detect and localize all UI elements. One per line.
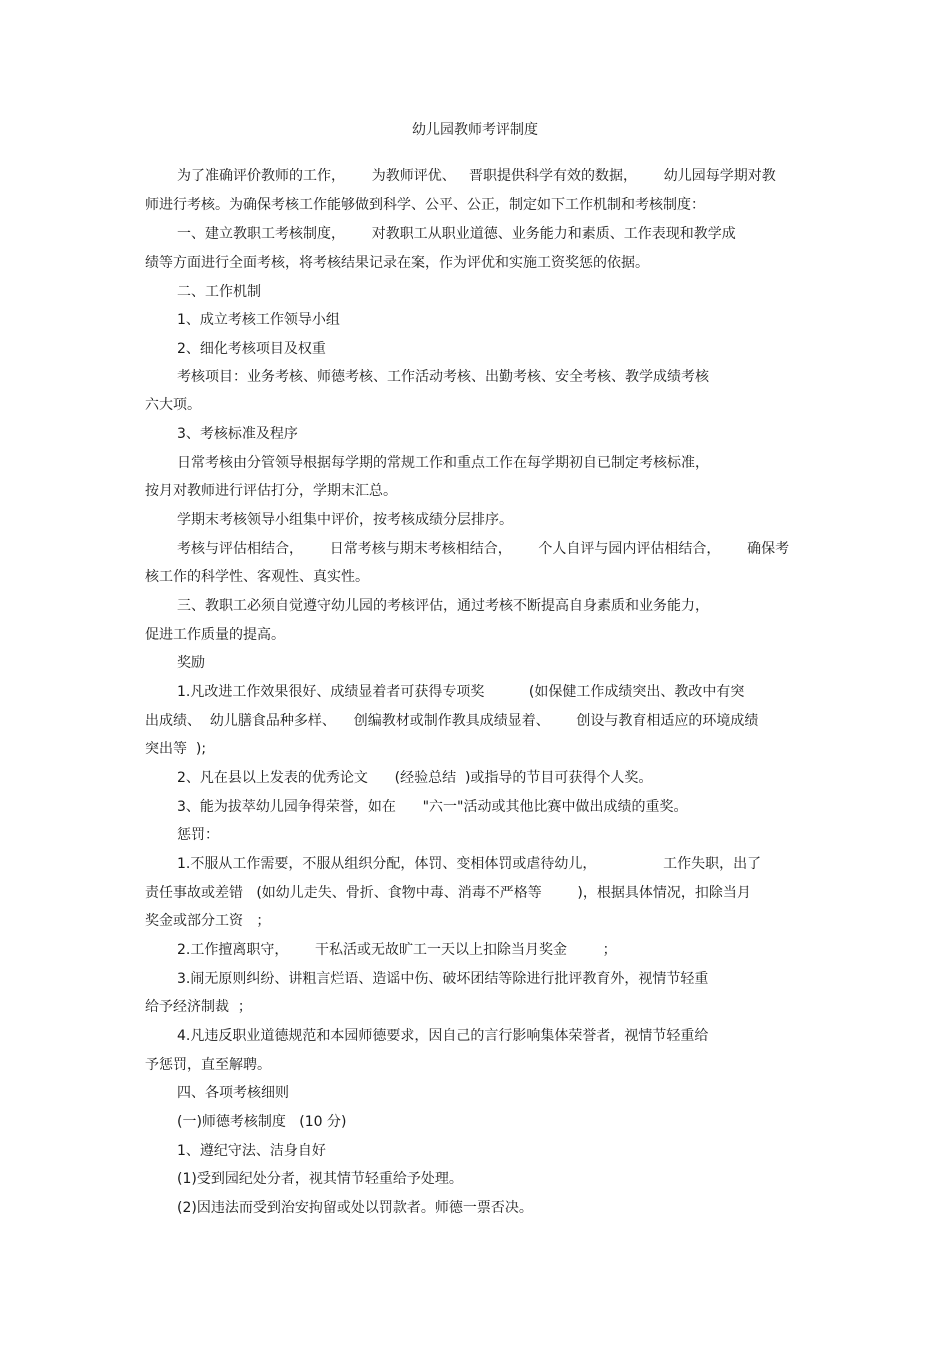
section-heading: 二、工作机制 xyxy=(177,284,261,300)
paragraph-line: (一)师德考核制度 (10 分) xyxy=(177,1114,347,1130)
paragraph-line: 4.凡违反职业道德规范和本园师德要求，因自己的言行影响集体荣誉者，视情节轻重给 xyxy=(177,1028,709,1044)
paragraph-line: 1.凡改进工作效果很好、成绩显着者可获得专项奖 (如保健工作成绩突出、教改中有突 xyxy=(177,684,745,700)
paragraph-line: 2.工作擅离职守， 干私活或无故旷工一天以上扣除当月奖金 ； xyxy=(177,942,617,958)
paragraph-line: 3.闹无原则纠纷、讲粗言烂语、造谣中伤、破坏团结等除进行批评教育外，视情节轻重 xyxy=(177,971,709,987)
paragraph-line: 1.不服从工作需要，不服从组织分配，体罚、变相体罚或虐待幼儿， 工作失职，出了 xyxy=(177,856,762,872)
paragraph-line: 三、教职工必须自觉遵守幼儿园的考核评估，通过考核不断提高自身素质和业务能力， xyxy=(177,598,709,614)
paragraph-line: 突出等 ); xyxy=(145,741,207,757)
paragraph-line: 出成绩、 幼儿膳食品种多样、 创编教材或制作教具成绩显着、 创设与教育相适应的环境成绩 xyxy=(145,713,759,729)
paragraph-line: 考核与评估相结合， 日常考核与期末考核相结合， 个人自评与园内评估相结合， 确保考 xyxy=(177,541,790,557)
document-title: 幼儿园教师考评制度 xyxy=(412,122,538,138)
section-heading: 惩罚： xyxy=(177,827,219,843)
paragraph-line: 考核项目：业务考核、师德考核、工作活动考核、出勤考核、安全考核、教学成绩考核 xyxy=(177,369,709,385)
paragraph-line: 绩等方面进行全面考核，将考核结果记录在案，作为评优和实施工资奖惩的依据。 xyxy=(145,255,649,271)
paragraph-line: 六大项。 xyxy=(145,397,201,413)
paragraph-line: 一、建立教职工考核制度， 对教职工从职业道德、业务能力和素质、工作表现和教学成 xyxy=(177,226,736,242)
section-heading: 奖励 xyxy=(177,655,205,671)
paragraph-line: (2)因违法而受到治安拘留或处以罚款者。师德一票否决。 xyxy=(177,1200,533,1216)
paragraph-line: 核工作的科学性、客观性、真实性。 xyxy=(145,569,369,585)
paragraph-line: 2、细化考核项目及权重 xyxy=(177,341,326,357)
paragraph-line: 为了准确评价教师的工作， 为教师评优、 晋职提供科学有效的数据， 幼儿园每学期对教 xyxy=(177,168,776,184)
paragraph-line: 奖金或部分工资 ； xyxy=(145,913,271,929)
section-heading: 四、各项考核细则 xyxy=(177,1085,289,1101)
paragraph-line: 3、能为拔萃幼儿园争得荣誉，如在 "六一"活动或其他比赛中做出成绩的重奖。 xyxy=(177,799,688,815)
paragraph-line: 按月对教师进行评估打分，学期末汇总。 xyxy=(145,483,397,499)
paragraph-line: 师进行考核。为确保考核工作能够做到科学、公平、公正，制定如下工作机制和考核制度： xyxy=(145,197,705,213)
paragraph-line: 责任事故或差错 (如幼儿走失、骨折、食物中毒、消毒不严格等 )，根据具体情况，扣除当月 xyxy=(145,885,751,901)
paragraph-line: 学期末考核领导小组集中评价，按考核成绩分层排序。 xyxy=(177,512,513,528)
paragraph-line: 促进工作质量的提高。 xyxy=(145,627,285,643)
paragraph-line: 日常考核由分管领导根据每学期的常规工作和重点工作在每学期初自已制定考核标准， xyxy=(177,455,709,471)
paragraph-line: 2、凡在县以上发表的优秀论文 (经验总结 )或指导的节目可获得个人奖。 xyxy=(177,770,653,786)
paragraph-line: (1)受到园纪处分者，视其情节轻重给予处理。 xyxy=(177,1171,463,1187)
paragraph-line: 予惩罚，直至解聘。 xyxy=(145,1057,271,1073)
paragraph-line: 给予经济制裁 ； xyxy=(145,999,252,1015)
paragraph-line: 3、考核标准及程序 xyxy=(177,426,298,442)
paragraph-line: 1、遵纪守法、洁身自好 xyxy=(177,1143,326,1159)
paragraph-line: 1、成立考核工作领导小组 xyxy=(177,312,340,328)
